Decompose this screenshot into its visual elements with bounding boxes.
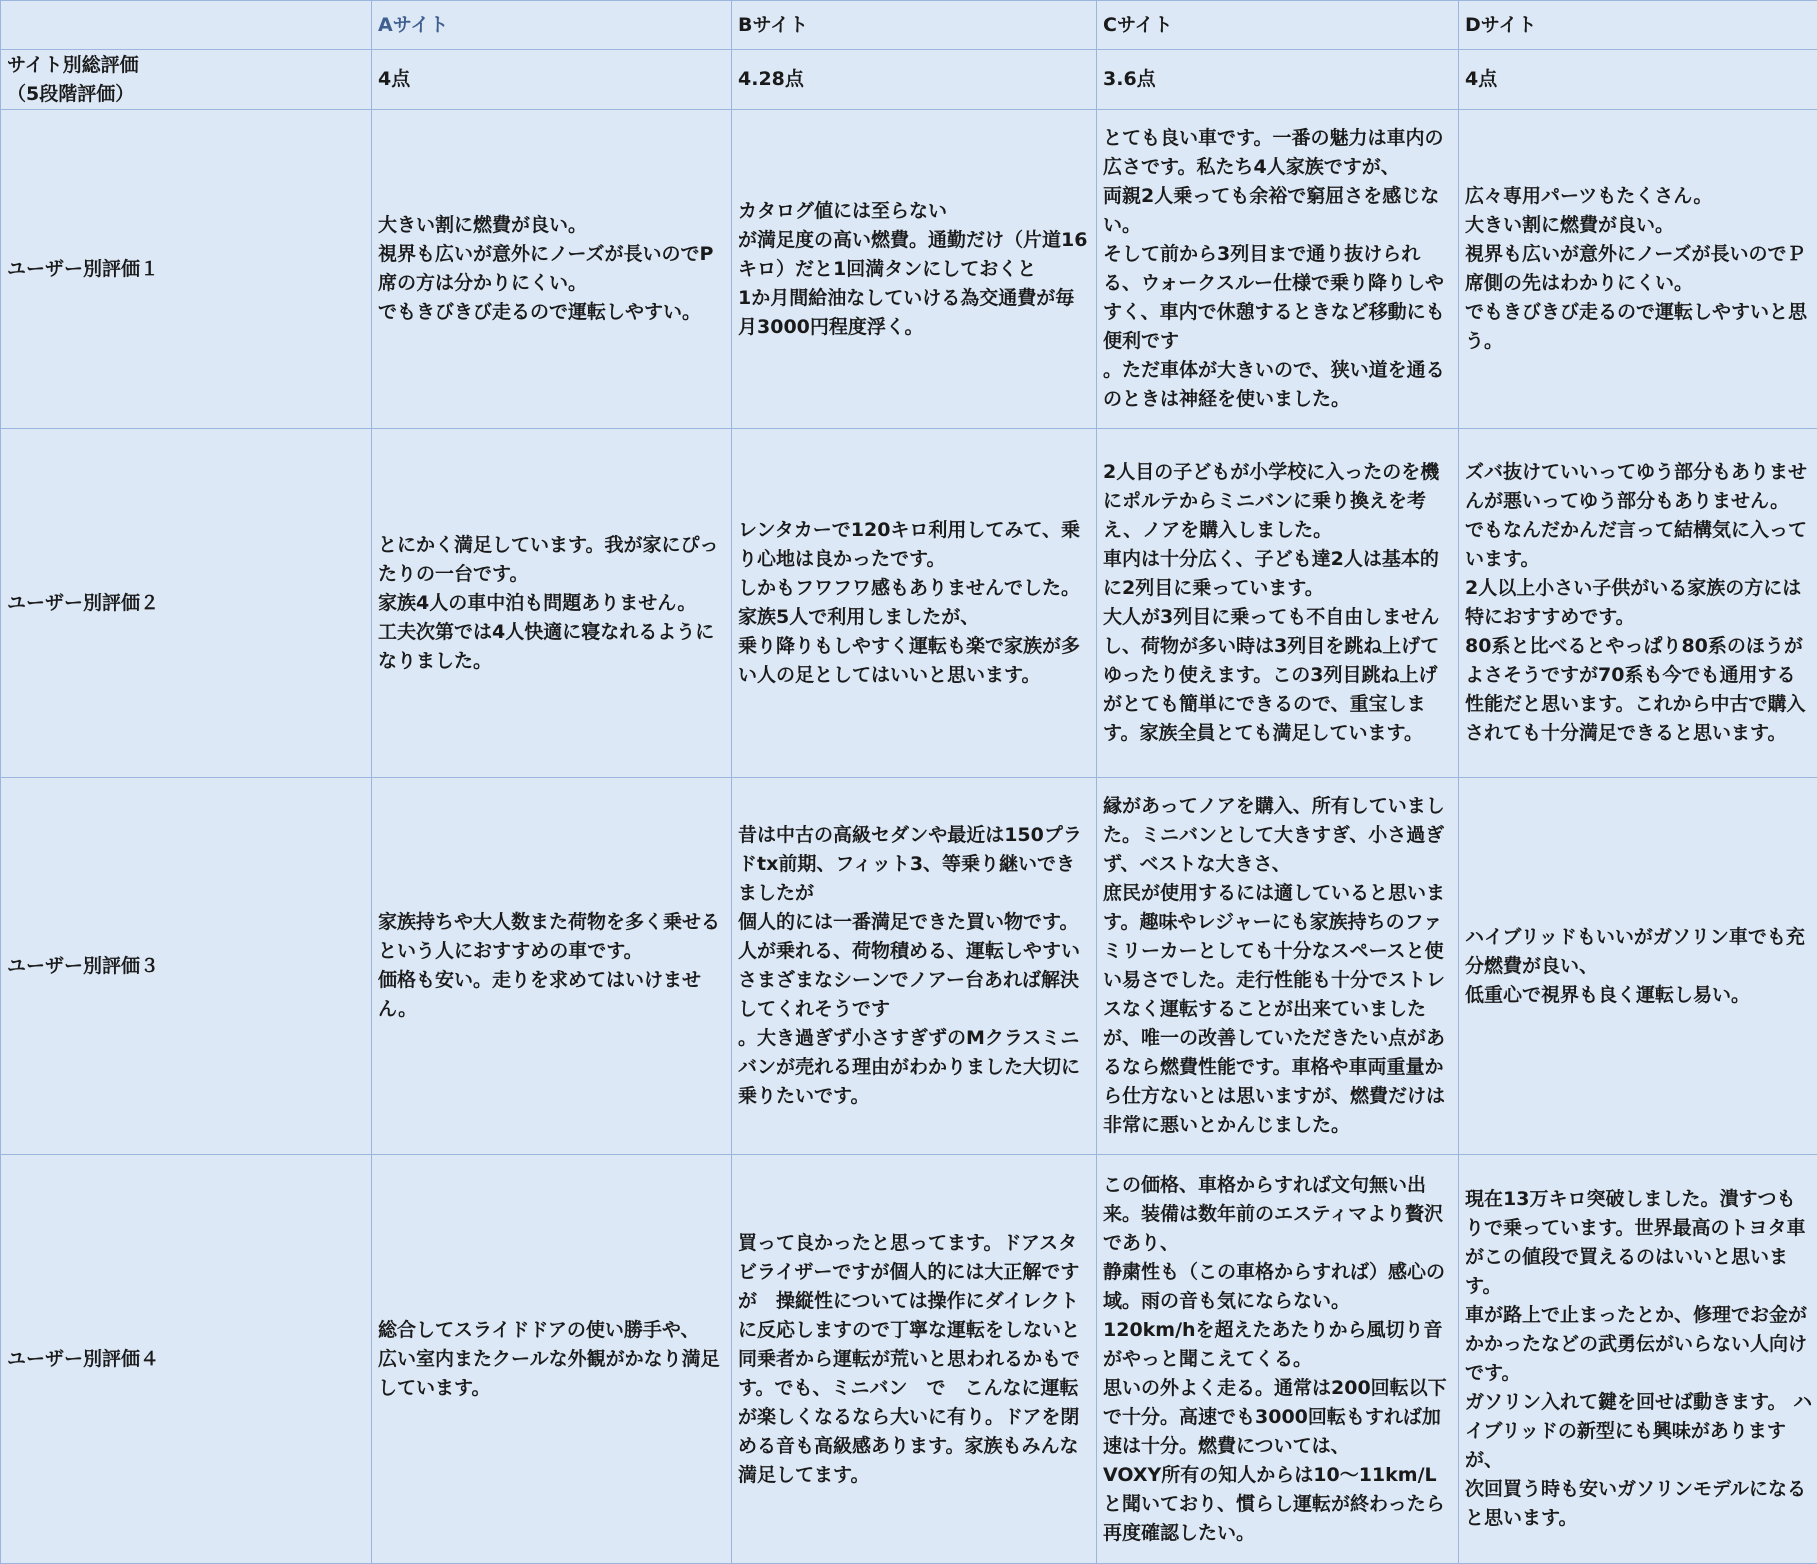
header-site-c: Cサイト	[1097, 1, 1459, 50]
header-site-a: Aサイト	[372, 1, 732, 50]
user-review-3-site-b: 昔は中古の高級セダンや最近は150プラドtx前期、フィット3、等乗り継いできましたが 個人的には一番満足できた買い物です。 人が乗れる、荷物積める、運転しやすい さまざまなシーンでノアー台あれば解決してくれそうです 。大き過ぎず小さすぎずのMクラスミニバンが売れる理由がわかりました大切に乗りたいです。	[732, 778, 1097, 1155]
user-review-4-site-b: 買って良かったと思ってます。ドアスタビライザーですが個人的には大正解ですが 操縦性については操作にダイレクトに反応しますので丁寧な運転をしないと同乗者から運転が荒いと思われるかもです。でも、ミニバン で こんなに運転が楽しくなるなら大いに有り。ドアを閉める音も高級感あります。家族もみんな満足してます。	[732, 1155, 1097, 1564]
table-row-user-review-4	[1, 1155, 1817, 1564]
overall-rating-site-d: 4点	[1459, 50, 1817, 110]
row-label-user-review-2: ユーザー別評価２	[1, 429, 372, 778]
header-site-d: Dサイト	[1459, 1, 1817, 50]
user-review-1-site-a: 大きい割に燃費が良い。 視界も広いが意外にノーズが長いのでP席の方は分かりにくい。 でもきびきび走るので運転しやすい。	[372, 110, 732, 429]
table-row-user-review-1	[1, 110, 1817, 429]
row-label-user-review-1: ユーザー別評価１	[1, 110, 372, 429]
header-row	[1, 1, 1817, 50]
table-row-user-review-2	[1, 429, 1817, 778]
table-row-user-review-3	[1, 778, 1817, 1155]
user-review-3-site-a: 家族持ちや大人数また荷物を多く乗せる という人におすすめの車です。 価格も安い。走りを求めてはいけません。	[372, 778, 732, 1155]
user-review-1-site-b: カタログ値には至らない が満足度の高い燃費。通勤だけ（片道16キロ）だと1回満タンにしておくと 1か月間給油なしていける為交通費が毎月3000円程度浮く。	[732, 110, 1097, 429]
row-label-user-review-4: ユーザー別評価４	[1, 1155, 372, 1564]
user-review-2-site-a: とにかく満足しています。我が家にぴったりの一台です。 家族4人の車中泊も問題ありません。 工夫次第では4人快適に寝なれるようになりました。	[372, 429, 732, 778]
user-review-1-site-c: とても良い車です。一番の魅力は車内の広さです。私たち4人家族ですが、 両親2人乗っても余裕で窮屈さを感じない。 そして前から3列目まで通り抜けられる、ウォークスルー仕様で乗り降りしやすく、車内で休憩するときなど移動にも便利です 。ただ車体が大きいので、狭い道を通るのときは神経を使いました。	[1097, 110, 1459, 429]
header-site-b: Bサイト	[732, 1, 1097, 50]
user-review-4-site-c: この価格、車格からすれば文句無い出来。装備は数年前のエスティマより贅沢であり、 静粛性も（この車格からすれば）感心の域。雨の音も気にならない。 120km/hを超えたあたりから風切り音がやっと聞こえてくる。 思いの外よく走る。通常は200回転以下で十分。高速でも3000回転もすれば加速は十分。燃費については、 VOXY所有の知人からは10～11km/Lと聞いており、慣らし運転が終わったら再度確認したい。	[1097, 1155, 1459, 1564]
table-row-overall-rating	[1, 50, 1817, 110]
overall-rating-site-a: 4点	[372, 50, 732, 110]
row-label-overall-rating: サイト別総評価 （5段階評価）	[1, 50, 372, 110]
user-review-1-site-d: 広々専用パーツもたくさん。 大きい割に燃費が良い。 視界も広いが意外にノーズが長いのでＰ席側の先はわかりにくい。 でもきびきび走るので運転しやすいと思う。	[1459, 110, 1817, 429]
header-corner-cell	[1, 1, 372, 50]
overall-rating-site-c: 3.6点	[1097, 50, 1459, 110]
overall-rating-site-b: 4.28点	[732, 50, 1097, 110]
user-review-4-site-d: 現在13万キロ突破しました。潰すつもりで乗っています。世界最高のトヨタ車がこの値段で買えるのはいいと思います。 車が路上で止まったとか、修理でお金がかかったなどの武勇伝がいらない人向けです。 ガソリン入れて鍵を回せば動きます。 ハイブリッドの新型にも興味がありますが、 次回買う時も安いガソリンモデルになると思います。	[1459, 1155, 1817, 1564]
user-review-4-site-a: 総合してスライドドアの使い勝手や、 広い室内またクールな外観がかなり満足しています。	[372, 1155, 732, 1564]
user-review-3-site-c: 縁があってノアを購入、所有していました。ミニバンとして大きすぎ、小さ過ぎず、ベストな大きさ、 庶民が使用するには適していると思います。趣味やレジャーにも家族持ちのファミリーカーとしても十分なスペースと使い易さでした。走行性能も十分でストレスなく運転することが出来ていましたが、唯一の改善していただきたい点があるなら燃費性能です。車格や車両重量から仕方ないとは思いますが、燃費だけは非常に悪いとかんじました。	[1097, 778, 1459, 1155]
user-review-3-site-d: ハイブリッドもいいがガソリン車でも充分燃費が良い、 低重心で視界も良く運転し易い。	[1459, 778, 1817, 1155]
row-label-user-review-3: ユーザー別評価３	[1, 778, 372, 1155]
user-review-2-site-d: ズバ抜けていいってゆう部分もありませんが悪いってゆう部分もありません。 でもなんだかんだ言って結構気に入っています。 2人以上小さい子供がいる家族の方には特におすすめです。 80系と比べるとやっぱり80系のほうがよさそうですが70系も今でも通用する性能だと思います。これから中古で購入されても十分満足できると思います。	[1459, 429, 1817, 778]
user-review-2-site-b: レンタカーで120キロ利用してみて、乗り心地は良かったです。 しかもフワフワ感もありませんでした。家族5人で利用しましたが、 乗り降りもしやすく運転も楽で家族が多い人の足としてはいいと思います。	[732, 429, 1097, 778]
user-review-2-site-c: 2人目の子どもが小学校に入ったのを機にポルテからミニバンに乗り換えを考え、ノアを購入しました。 車内は十分広く、子ども達2人は基本的に2列目に乗っています。 大人が3列目に乗っても不自由しませんし、荷物が多い時は3列目を跳ね上げてゆったり使えます。この3列目跳ね上げがとても簡単にできるので、重宝します。家族全員とても満足しています。	[1097, 429, 1459, 778]
